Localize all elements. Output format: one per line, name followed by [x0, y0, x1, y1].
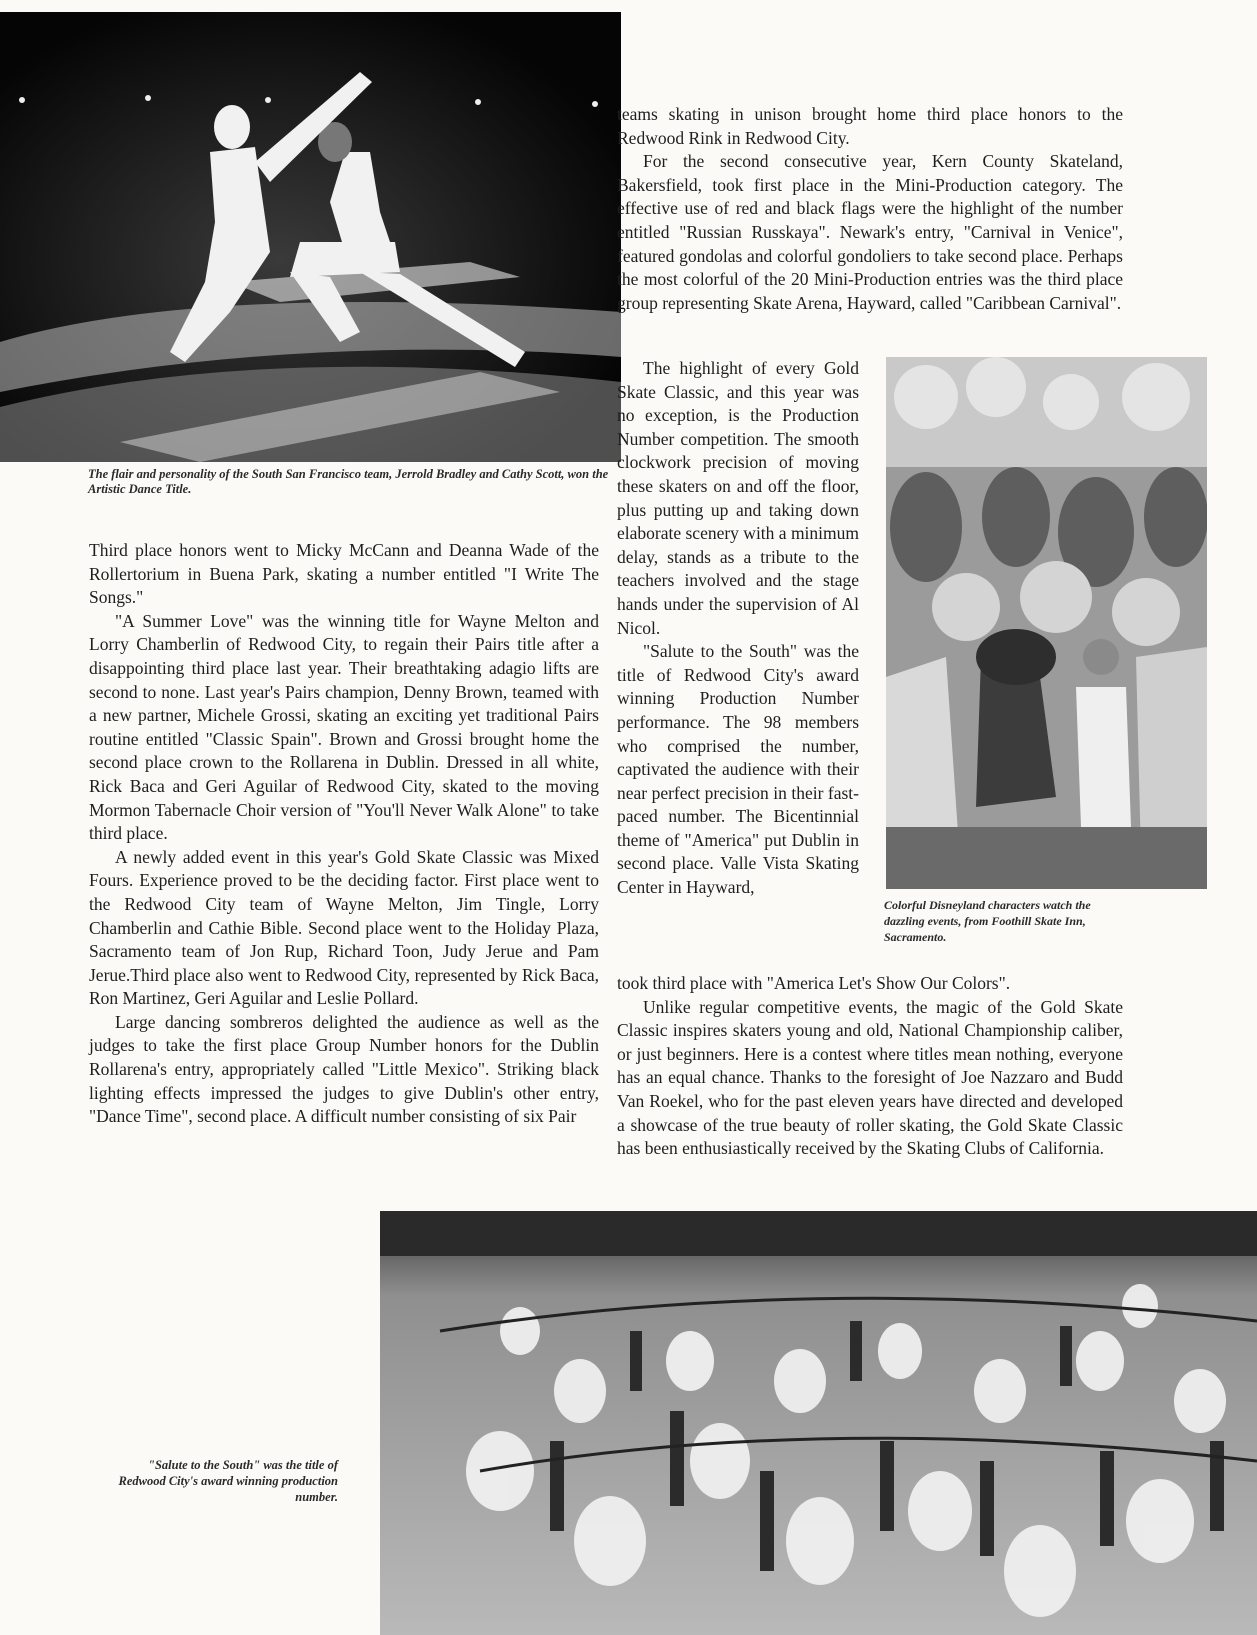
paragraph: teams skating in unison brought home third place honors to the Redwood Rink in Redwood City.	[617, 104, 1123, 148]
left-column-text	[89, 539, 599, 1129]
right-column-top-text	[617, 103, 1123, 315]
right-column-bottom-text	[617, 972, 1123, 1161]
paragraph: "Salute to the South" was the title of Redwood City's award winning Production Number performance. The 98 members who comprised the number, captivated the audience with their near perfect precision in their fast-paced number. The Bicentinnial theme of "America" put Dublin in second place. Valle Vista Skating Center in Hayward,	[617, 641, 859, 898]
paragraph: A newly added event in this year's Gold Skate Classic was Mixed Fours. Experience proved to be the deciding factor. First place went to the Redwood City team of Wayne Melton, Jim Tingle, Lorry Chamberlin and Cathie Bible. Second place went to the Holiday Plaza, Sacramento team of Jon Rup, Richard Toon, Judy Jerue and Pam Jerue.Third place also went to Redwood City, represented by Rick Baca, Ron Martinez, Geri Aguilar and Leslie Pollard.	[89, 846, 599, 1009]
right-narrow-column-text	[617, 357, 859, 900]
paragraph: Large dancing sombreros delighted the audience as well as the judges to take the first place Group Number honors for the Dublin Rollarena's entry, appropriately called "Little Mexico". Striking black lighting effects impressed the judges to give Dublin's other entry, "Dance Time", second place. A difficult number consisting of six Pair	[89, 1011, 599, 1127]
disney-photo-caption: Colorful Disneyland characters watch the dazzling events, from Foothill Skate Inn, Sacramento.	[884, 898, 1091, 944]
paragraph: "A Summer Love" was the winning title for Wayne Melton and Lorry Chamberlin of Redwood City, to regain their Pairs title after a disappointing third place last year. Their breathtaking adagio lifts are second to none. Last year's Pairs champion, Denny Brown, teamed with a new partner, Michele Grossi, skating an exciting yet traditional Pairs routine entitled "Classic Spain". Brown and Grossi brought home the second place crown to the Rollarena in Dublin. Dressed in all white, Rick Baca and Geri Aguilar of Redwood City, skated to the moving Mormon Tabernacle Choir version of "You'll Never Walk Alone" to take third place.	[89, 610, 599, 844]
disney-characters-photo	[886, 357, 1207, 889]
paragraph: Unlike regular competitive events, the magic of the Gold Skate Classic inspires skaters young and old, National Championship caliber, or just beginners. Here is a contest where titles mean nothing, everyone has an equal chance. Thanks to the foresight of Joe Nazzaro and Budd Van Roekel, who for the past eleven years have directed and developed a showcase of the true beauty of roller skating, the Gold Skate Classic has been enthusiastically received by the Skating Clubs of California.	[617, 996, 1123, 1159]
paragraph: took third place with "America Let's Show Our Colors".	[617, 973, 1011, 993]
paragraph: The highlight of every Gold Skate Classic, and this year was no exception, is the Production Number competition. The smooth clockwork precision of moving these skaters on and off the floor, plus putting up and taking down elaborate scenery with a minimum delay, stands as a tribute to the teachers involved and the stage hands under the supervision of Al Nicol.	[617, 358, 860, 638]
dance-pair-photo	[0, 12, 621, 462]
paragraph: Third place honors went to Micky McCann and Deanna Wade of the Rollertorium in Buena Park, skating a number entitled "I Write The Songs."	[89, 540, 599, 608]
dance-photo-caption: The flair and personality of the South San Francisco team, Jerrold Bradley and Cathy Scott, won the Artistic Dance Title.	[88, 467, 609, 496]
salute-to-the-south-photo	[380, 1211, 1257, 1635]
salute-photo-caption: "Salute to the South" was the title of Redwood City's award winning production number.	[118, 1458, 338, 1504]
paragraph: For the second consecutive year, Kern County Skateland, Bakersfield, took first place in the Mini-Production category. The effective use of red and black flags were the highlight of the number entitled "Russian Russkaya". Newark's entry, "Carnival in Venice", featured gondolas and colorful gondoliers to take second place. Perhaps the most colorful of the 20 Mini-Production entries was the third place group representing Skate Arena, Hayward, called "Caribbean Carnival".	[617, 151, 1123, 313]
